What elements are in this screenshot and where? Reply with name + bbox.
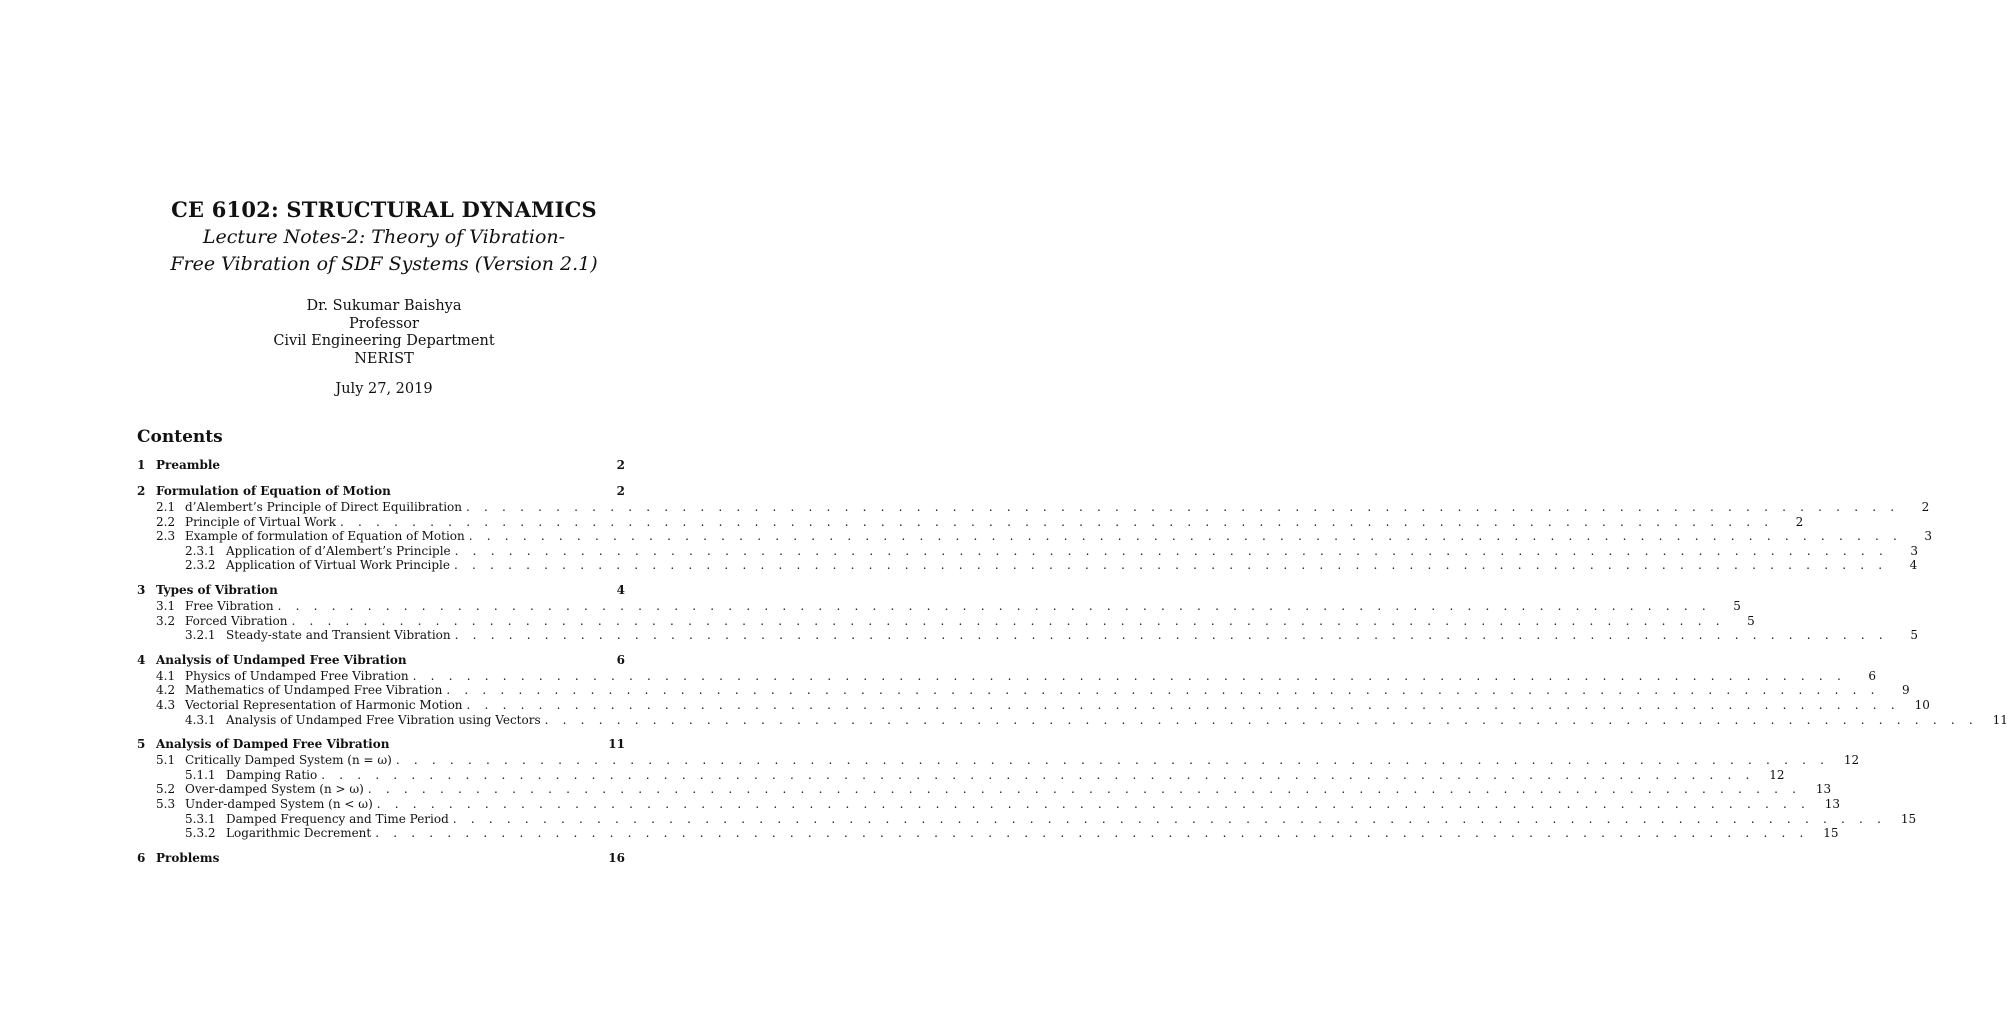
toc-subsection-page: 9 <box>1902 683 1910 698</box>
toc-subsection-entry[interactable] <box>137 598 1741 614</box>
toc-subsection-number: 3.2.1 <box>185 628 216 643</box>
toc-section-number: 6 <box>137 850 146 865</box>
toc-subsection-number: 5.1.1 <box>185 767 216 782</box>
toc-subsection-title: Over-damped System (n > ω) <box>185 782 364 797</box>
dot-leader: . . . . . . . . . . . . . . . . . . . . . . . . . . . . . . . . . . . . . . . . . . . . . . . . . . . . . . . . . . . . . . . . . . . . . . . . . . . . . . . . <box>376 796 1811 811</box>
author-department: Civil Engineering Department <box>273 333 495 349</box>
dot-leader: . . . . . . . . . . . . . . . . . . . . . . . . . . . . . . . . . . . . . . . . . . . . . . . . . . . . . . . . . . . . . . . . . . . . . . . . . . . . . . . . <box>412 668 1846 683</box>
dot-leader: . . . . . . . . . . . . . . . . . . . . . . . . . . . . . . . . . . . . . . . . . . . . . . . . . . . . . . . . . . . . . . . . . . . . . . . . . . . . . . . . <box>367 782 1802 797</box>
toc-subsection-entry[interactable] <box>137 529 1933 544</box>
toc-subsection-entry[interactable] <box>137 712 2008 728</box>
table-of-contents <box>137 456 2008 867</box>
course-title: CE 6102: STRUCTURAL DYNAMICS <box>171 197 597 222</box>
toc-section-title: Preamble <box>156 458 221 472</box>
toc-section-page: 2 <box>616 484 625 498</box>
toc-subsection-page: 10 <box>1914 697 1930 712</box>
toc-subsection-title: Physics of Undamped Free Vibration <box>185 668 409 683</box>
toc-section-entry[interactable] <box>137 456 625 474</box>
toc-section-page: 2 <box>616 458 625 472</box>
toc-subsection-entry[interactable] <box>137 628 1918 643</box>
toc-subsection-number: 4.2 <box>156 683 176 698</box>
author-name: Dr. Sukumar Baishya <box>306 298 462 314</box>
toc-subsection-entry[interactable] <box>137 826 1839 841</box>
toc-subsection-page: 3 <box>1910 543 1918 558</box>
toc-subsection-title: Damped Frequency and Time Period <box>226 811 449 826</box>
toc-subsection-number: 5.3.1 <box>185 811 216 826</box>
toc-section-page: 4 <box>616 582 625 597</box>
toc-subsection-page: 5 <box>1733 598 1741 613</box>
toc-subsection-title: Example of formulation of Equation of Motion <box>185 529 465 544</box>
toc-subsection-number: 4.3.1 <box>185 712 216 727</box>
toc-subsection-entry[interactable] <box>137 500 1930 515</box>
toc-subsection-page: 12 <box>1769 767 1785 782</box>
toc-section-title: Formulation of Equation of Motion <box>156 484 391 498</box>
dot-leader: . . . . . . . . . . . . . . . . . . . . . . . . . . . . . . . . . . . . . . . . . . . . . . . . . . . . . . . . . . . . . . . . . . . . . . . . . . . . . . . . <box>454 628 1888 643</box>
toc-subsection-number: 5.3.2 <box>185 826 216 841</box>
toc-subsection-entry[interactable] <box>137 514 1804 530</box>
toc-section-title: Analysis of Undamped Free Vibration <box>156 652 407 667</box>
dot-leader: . . . . . . . . . . . . . . . . . . . . . . . . . . . . . . . . . . . . . . . . . . . . . . . . . . . . . . . . . . . . . . . . . . . . . . . . . . . . . . . . <box>446 683 1880 698</box>
toc-subsection-number: 5.1 <box>156 753 176 768</box>
toc-section-entry[interactable] <box>137 735 625 753</box>
document-date: July 27, 2019 <box>335 381 433 397</box>
toc-subsection-number: 5.3 <box>156 796 176 811</box>
toc-section-title: Types of Vibration <box>156 582 278 597</box>
toc-subsection-number: 4.3 <box>156 697 176 712</box>
toc-section-title: Analysis of Damped Free Vibration <box>156 737 390 752</box>
toc-subsection-page: 5 <box>1747 613 1755 628</box>
toc-subsection-title: Damping Ratio <box>226 767 318 782</box>
toc-subsection-entry[interactable] <box>137 543 1918 559</box>
dot-leader: . . . . . . . . . . . . . . . . . . . . . . . . . . . . . . . . . . . . . . . . . . . . . . . . . . . . . . . . . . . . . . . . . . . . . . . . . . . . . . . . <box>454 543 1888 558</box>
toc-subsection-title: Logarithmic Decrement <box>226 826 372 841</box>
dot-leader: . . . . . . . . . . . . . . . . . . . . . . . . . . . . . . . . . . . . . . . . . . . . . . . . . . . . . . . . . . . . . . . . . . . . . . . . . . . . . . . . <box>395 753 1830 768</box>
toc-subsection-entry[interactable] <box>137 613 1755 629</box>
dot-leader: . . . . . . . . . . . . . . . . . . . . . . . . . . . . . . . . . . . . . . . . . . . . . . . . . . . . . . . . . . . . . . . . . . . . . . . . . . . . . . . . <box>465 500 1900 514</box>
dot-leader: . . . . . . . . . . . . . . . . . . . . . . . . . . . . . . . . . . . . . . . . . . . . . . . . . . . . . . . . . . . . . . . . . . . . . . . . . . . . . . . . <box>375 826 1809 841</box>
toc-section-number: 3 <box>137 582 146 597</box>
toc-subsection-title: Steady-state and Transient Vibration <box>226 628 451 643</box>
toc-subsection-title: Critically Damped System (n = ω) <box>185 753 392 768</box>
toc-section-number: 5 <box>137 737 146 752</box>
author-institution: NERIST <box>354 350 414 367</box>
toc-subsection-number: 5.2 <box>156 782 176 797</box>
toc-subsection-page: 12 <box>1843 753 1860 768</box>
toc-section-page: 6 <box>616 652 625 667</box>
toc-subsection-title: Analysis of Undamped Free Vibration using Vectors <box>226 712 541 727</box>
toc-section-entry[interactable] <box>137 581 625 599</box>
toc-subsection-entry[interactable] <box>137 782 1832 797</box>
toc-subsection-title: Mathematics of Undamped Free Vibration <box>185 683 443 698</box>
toc-subsection-entry[interactable] <box>137 668 1876 684</box>
toc-subsection-page: 13 <box>1815 782 1832 797</box>
title-block <box>0 196 768 398</box>
author-block <box>0 298 768 368</box>
toc-subsection-page: 15 <box>1900 811 1917 826</box>
toc-subsection-page: 4 <box>1909 558 1918 573</box>
toc-subsection-title: Free Vibration <box>185 598 274 613</box>
toc-subsection-number: 3.1 <box>156 598 176 613</box>
dot-leader: . . . . . . . . . . . . . . . . . . . . . . . . . . . . . . . . . . . . . . . . . . . . . . . . . . . . . . . . . . . . . . . . . . . . . . . . . . . . . . . . <box>321 767 1755 782</box>
dot-leader: . . . . . . . . . . . . . . . . . . . . . . . . . . . . . . . . . . . . . . . . . . . . . . . . . . . . . . . . . . . . . . . . . . . . . . . . . . . . . . . . <box>291 613 1725 628</box>
toc-subsection-entry[interactable] <box>137 697 1930 713</box>
toc-section-page: 11 <box>608 737 625 752</box>
toc-section-entry[interactable] <box>137 849 625 867</box>
toc-subsection-number: 2.2 <box>156 514 176 529</box>
toc-section-number: 1 <box>137 458 146 472</box>
subtitle-line-1: Lecture Notes-2: Theory of Vibration- <box>202 226 566 248</box>
toc-subsection-entry[interactable] <box>137 811 1917 827</box>
toc-subsection-title: Vectorial Representation of Harmonic Motion <box>185 697 463 712</box>
toc-subsection-page: 13 <box>1824 796 1841 811</box>
toc-subsection-number: 3.2 <box>156 613 176 628</box>
author-position: Professor <box>349 315 419 332</box>
toc-subsection-page: 6 <box>1868 668 1876 683</box>
toc-subsection-entry[interactable] <box>137 683 1910 698</box>
toc-subsection-title: Application of Virtual Work Principle <box>226 558 450 573</box>
toc-subsection-title: Application of d’Alembert’s Principle <box>226 543 451 558</box>
contents-heading: Contents <box>137 427 223 447</box>
toc-subsection-page: 2 <box>1795 514 1804 529</box>
toc-subsection-number: 2.3.2 <box>185 558 216 573</box>
toc-subsection-number: 2.3 <box>156 529 176 544</box>
dot-leader: . . . . . . . . . . . . . . . . . . . . . . . . . . . . . . . . . . . . . . . . . . . . . . . . . . . . . . . . . . . . . . . . . . . . . . . . . . . . . . . . <box>468 529 1903 544</box>
toc-subsection-page: 15 <box>1823 826 1839 841</box>
toc-subsection-page: 3 <box>1924 529 1933 544</box>
toc-subsection-number: 2.1 <box>156 500 176 514</box>
dot-leader: . . . . . . . . . . . . . . . . . . . . . . . . . . . . . . . . . . . . . . . . . . . . . . . . . . . . . . . . . . . . . . . . . . . . . . . . . . . . . . . . <box>544 712 1978 727</box>
toc-section-entry[interactable] <box>137 651 625 669</box>
toc-section-entry[interactable] <box>137 482 625 500</box>
toc-subsection-entry[interactable] <box>137 558 1918 573</box>
toc-subsection-title: Under-damped System (n < ω) <box>185 796 373 811</box>
toc-subsection-entry[interactable] <box>137 767 1785 783</box>
dot-leader: . . . . . . . . . . . . . . . . . . . . . . . . . . . . . . . . . . . . . . . . . . . . . . . . . . . . . . . . . . . . . . . . . . . . . . . . . . . . . . . . <box>452 811 1887 826</box>
toc-subsection-title: Principle of Virtual Work <box>185 514 336 529</box>
toc-subsection-number: 2.3.1 <box>185 543 216 558</box>
dot-leader: . . . . . . . . . . . . . . . . . . . . . . . . . . . . . . . . . . . . . . . . . . . . . . . . . . . . . . . . . . . . . . . . . . . . . . . . . . . . . . . . <box>340 514 1774 529</box>
subtitle-line-2: Free Vibration of SDF Systems (Version 2.1) <box>170 253 598 275</box>
toc-subsection-title: d’Alembert’s Principle of Direct Equilibration <box>185 500 462 514</box>
toc-section-title: Problems <box>156 850 220 865</box>
toc-subsection-title: Forced Vibration <box>185 613 288 628</box>
toc-subsection-page: 11 <box>1992 712 2008 727</box>
dot-leader: . . . . . . . . . . . . . . . . . . . . . . . . . . . . . . . . . . . . . . . . . . . . . . . . . . . . . . . . . . . . . . . . . . . . . . . . . . . . . . . . <box>454 558 1888 573</box>
toc-subsection-page: 2 <box>1921 500 1930 514</box>
toc-subsection-entry[interactable] <box>137 753 1860 768</box>
dot-leader: . . . . . . . . . . . . . . . . . . . . . . . . . . . . . . . . . . . . . . . . . . . . . . . . . . . . . . . . . . . . . . . . . . . . . . . . . . . . . . . . <box>466 697 1900 712</box>
toc-subsection-entry[interactable] <box>137 796 1841 812</box>
toc-section-number: 4 <box>137 652 146 667</box>
toc-section-page: 16 <box>608 850 625 865</box>
toc-subsection-page: 5 <box>1910 628 1918 643</box>
toc-section-number: 2 <box>137 484 146 498</box>
dot-leader: . . . . . . . . . . . . . . . . . . . . . . . . . . . . . . . . . . . . . . . . . . . . . . . . . . . . . . . . . . . . . . . . . . . . . . . . . . . . . . . . <box>277 598 1711 613</box>
toc-subsection-number: 4.1 <box>156 668 176 683</box>
